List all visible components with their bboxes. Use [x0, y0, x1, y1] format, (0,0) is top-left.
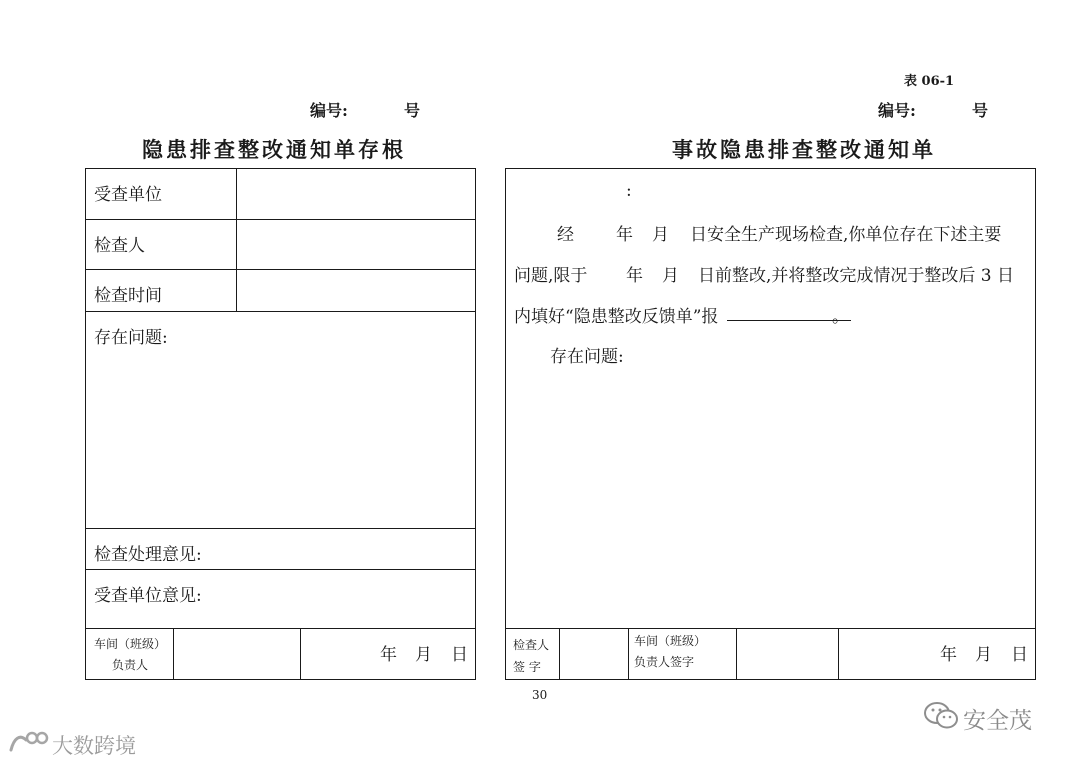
left-row-divider [85, 219, 476, 220]
para-line1-d: 日安全生产现场检查,你单位存在下述主要 [690, 225, 1002, 245]
right-year: 年 [940, 645, 957, 665]
left-month: 月 [415, 645, 432, 665]
right-inspector-line2: 签 字 [513, 660, 541, 674]
right-problems-label: 存在问题: [550, 347, 624, 367]
left-row-divider [85, 269, 476, 270]
right-number-label: 编号: [878, 101, 916, 120]
left-row-divider [85, 311, 476, 312]
wechat-icon [922, 700, 960, 732]
para-line3-a: 内填好“隐患整改反馈单”报 [514, 307, 719, 327]
para-line1-c: 月 [652, 225, 669, 245]
form-code: 表 06-1 [904, 74, 955, 89]
left-footer-divider [300, 628, 301, 680]
right-day: 日 [1011, 645, 1028, 665]
para-line2-c: 月 [662, 266, 679, 286]
right-footer-divider [838, 628, 839, 680]
right-workshop-line1: 车间（班级） [634, 634, 707, 648]
para-line1-a: 经 [557, 225, 574, 245]
left-row-divider [85, 628, 476, 629]
right-footer-divider [736, 628, 737, 680]
left-row-divider [85, 569, 476, 570]
para-line2-a: 问题,限于 [514, 266, 588, 286]
page-number: 30 [532, 688, 548, 702]
right-footer-divider [559, 628, 560, 680]
left-workshop-line1: 车间（班级） [94, 637, 167, 651]
para-line1-b: 年 [616, 225, 633, 245]
left-year: 年 [380, 645, 397, 665]
right-number-suffix: 号 [972, 101, 989, 120]
para-line3-end: 。 [832, 307, 849, 327]
salutation-colon: : [626, 181, 632, 201]
watermark-right-text: 安全茂 [963, 708, 1032, 734]
right-inspector-line1: 检查人 [513, 638, 550, 652]
left-problems-label: 存在问题: [94, 328, 168, 348]
left-footer-divider [173, 628, 174, 680]
unit-opinion-label: 受查单位意见: [94, 586, 202, 606]
right-footer-divider [505, 628, 1036, 629]
left-number-suffix: 号 [404, 101, 421, 120]
left-day: 日 [451, 645, 468, 665]
right-form-title: 事故隐患排查整改通知单 [672, 137, 936, 162]
left-form-title: 隐患排查整改通知单存根 [142, 137, 406, 162]
inspector-label: 检查人 [94, 236, 145, 256]
para-line2-d: 日前整改,并将整改完成情况于整改后 3 日 [698, 266, 1015, 286]
right-footer-divider [628, 628, 629, 680]
left-number-label: 编号: [310, 101, 348, 120]
watermark-left-text: 大数跨境 [52, 734, 136, 758]
right-workshop-line2: 负责人签字 [634, 655, 695, 669]
inspected-unit-label: 受查单位 [94, 185, 162, 205]
left-label-divider [236, 168, 237, 312]
left-workshop-line2: 负责人 [112, 658, 149, 672]
watermark-logo-icon [8, 728, 50, 756]
para-line2-b: 年 [626, 266, 643, 286]
left-row-divider [85, 528, 476, 529]
handling-opinion-label: 检查处理意见: [94, 545, 202, 565]
inspection-time-label: 检查时间 [94, 286, 162, 306]
right-month: 月 [975, 645, 992, 665]
